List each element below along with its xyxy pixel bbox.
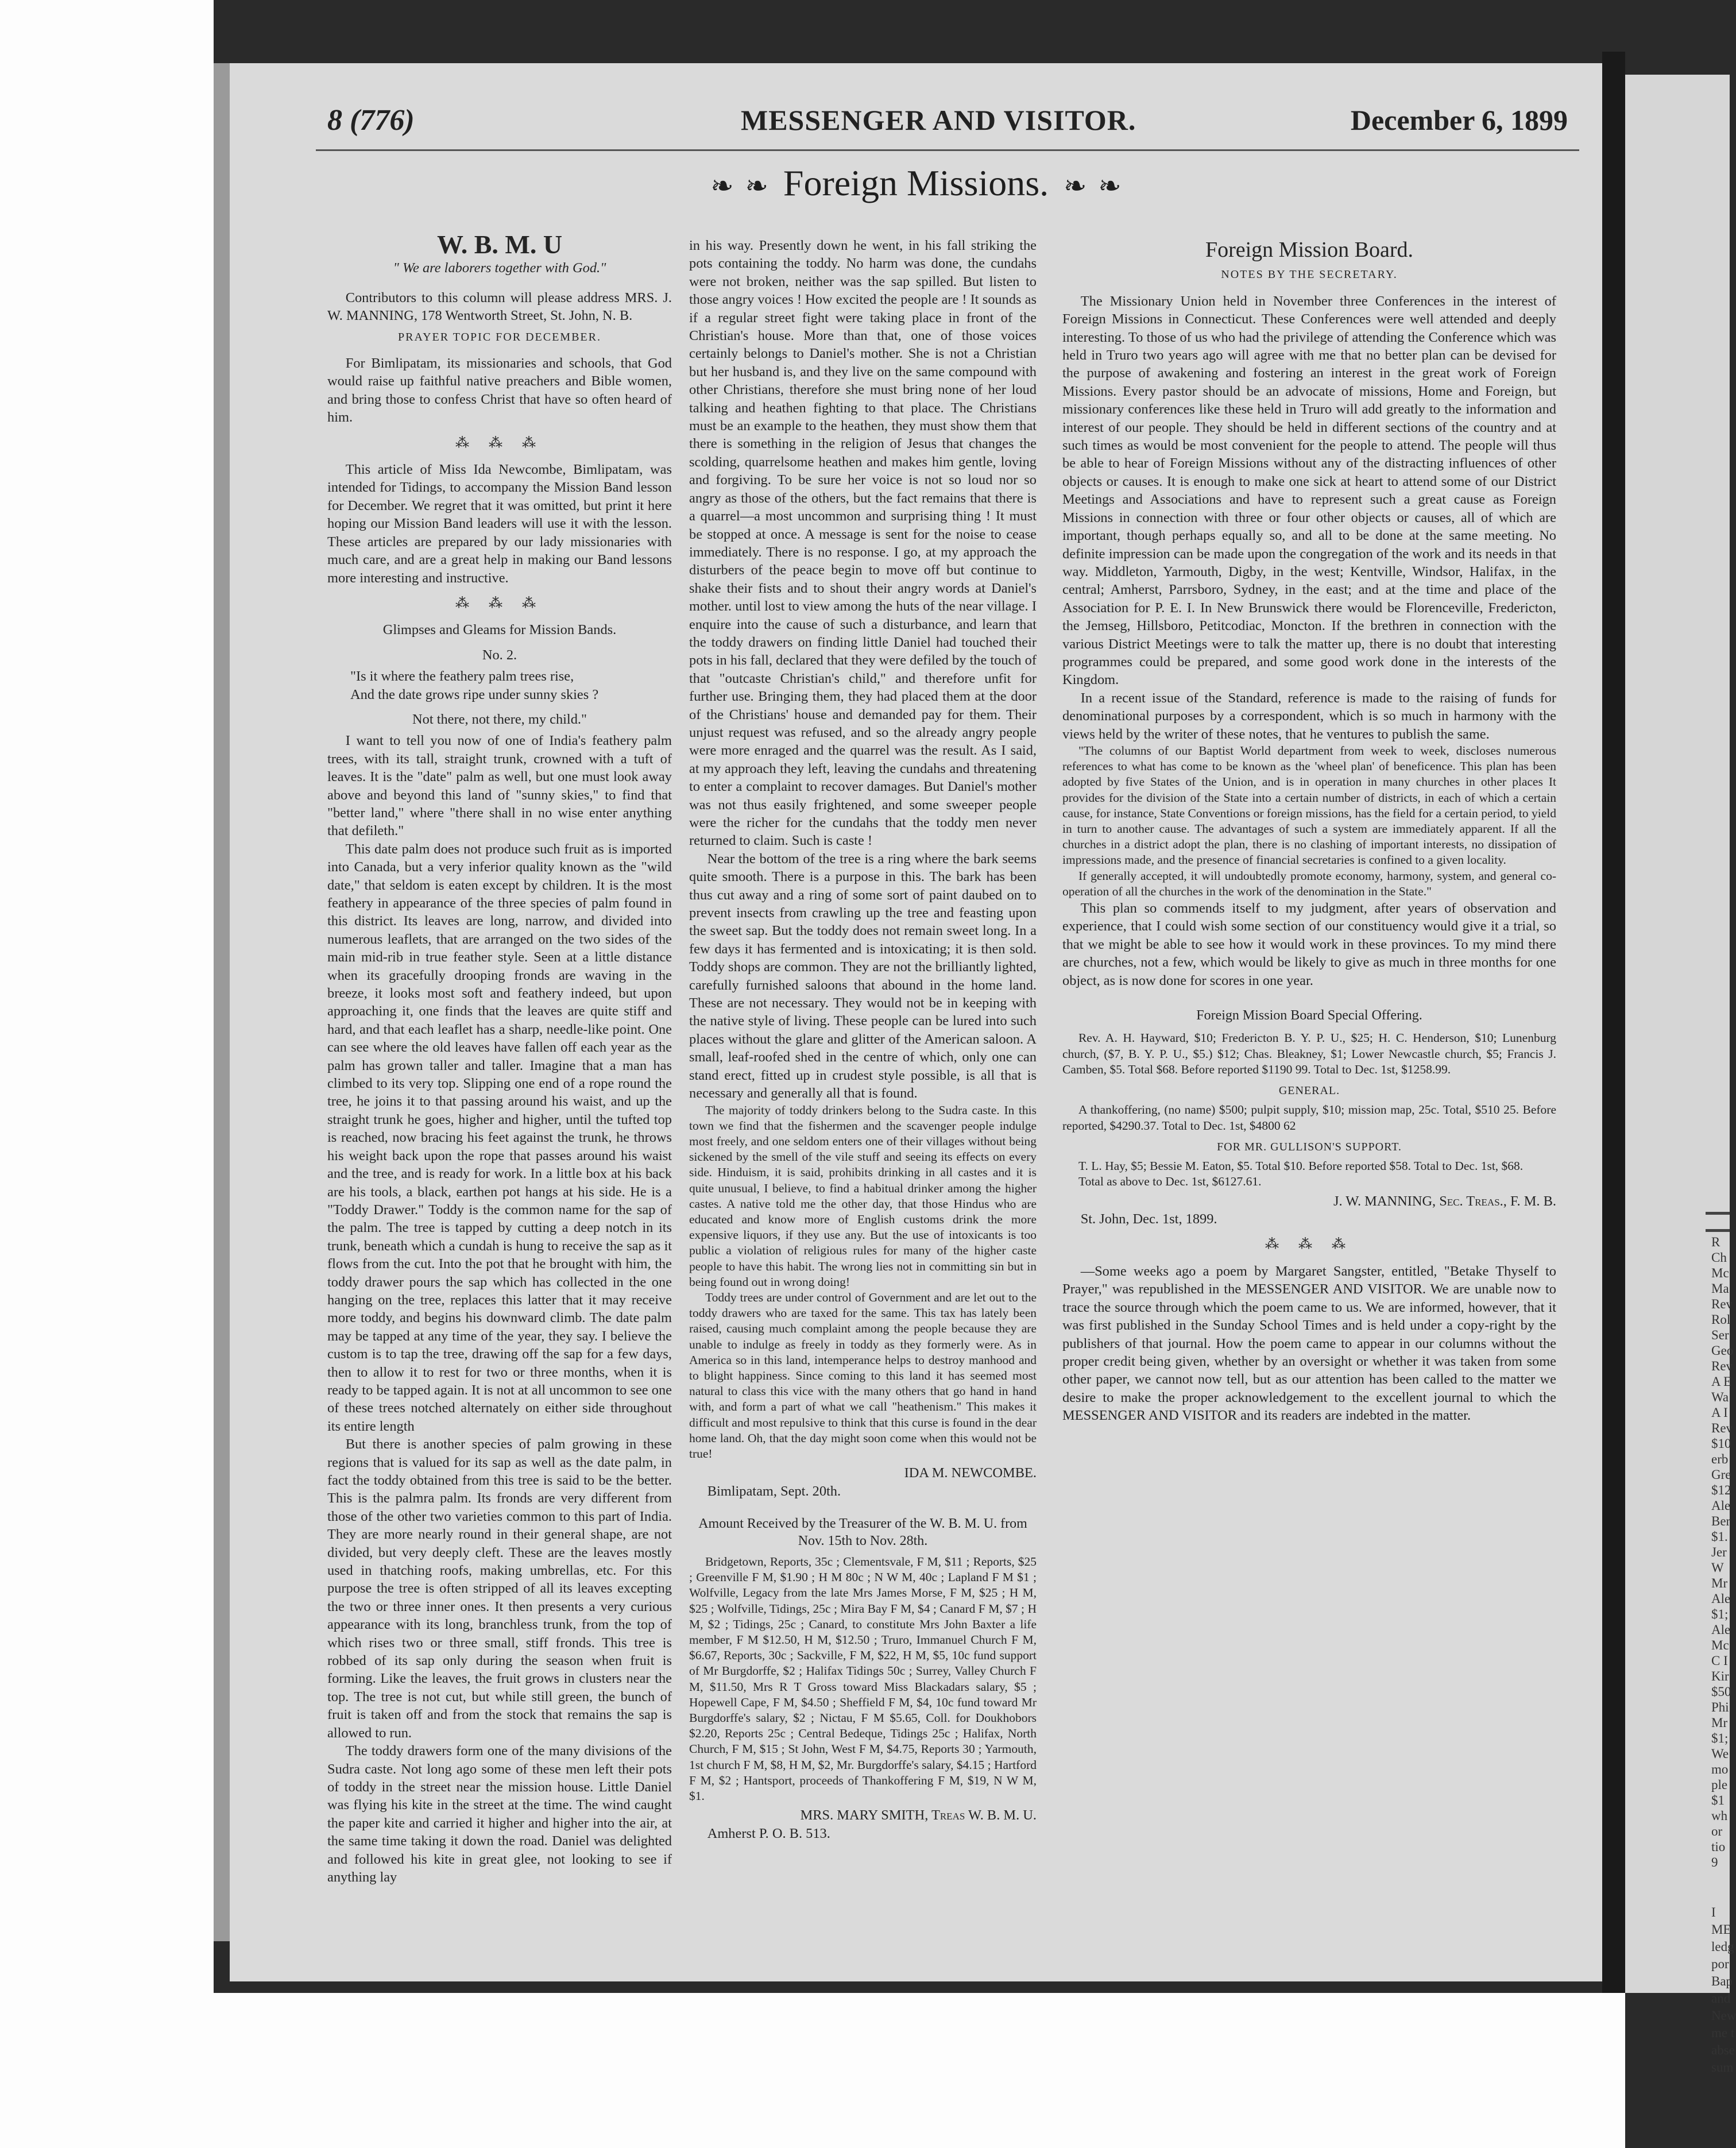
gullison-support-list: T. L. Hay, $5; Bessie M. Eaton, $5. Total $10. Before reported $58. Total to Dec. 1st, $68. [1078,1159,1524,1173]
treasurer-address: Amherst P. O. B. 513. [707,1825,830,1841]
adjacent-text-fragment: Rol [1711,1312,1731,1327]
adjacent-text-fragment: wh [1711,1809,1728,1823]
dateline: Bimlipatam, Sept. 20th. [707,1483,841,1499]
column-3 [1062,238,1556,1425]
prayer-topic-text: For Bimlipatam, its missionaries and schools, that God would raise up faithful native preachers and Bible women, and bring those to confess Christ that have so often heard of him. [327,356,672,426]
adjacent-text-fragment: I [1711,1905,1716,1919]
adjacent-text-fragment: We [1711,1747,1729,1761]
column-2 [689,237,1037,1842]
fmb-quote: "The columns of our Baptist World department from week to week, discloses numerous references to what has come to be known as the 'wheel plan' of beneficence. This plan has been adopted by five States of the Union, and is in operation in many churches in other places It provides for the division of the State into a certain number of districts, in each of which a certain cause, for instance, State Conventions or foreign missions, has the field for a certain period, to yield in turn to another cause. The advantages of such a system are immediately apparent. If all the churches in a district adopt the plan, there is no clashing of important interests, no dissipation of impressions made, and the presence of financial secretaries is confined to a given locality. [1062,743,1556,867]
article-paragraph: Near the bottom of the tree is a ring where the bark seems quite smooth. There is a purpose in this. The bark has been thus cut away and a ring of some sort of paint daubed on to prevent insects from crawling up the tree and feasting upon the sweet sap. But the toddy does not remain sweet long. In a few days it has fermented and is intoxicating; it is then sold. Toddy shops are common. They are not the brilliantly lighted, carefully furnished saloons that abound in the home land. These are not necessary. They would not be in keeping with the native style of living. These people can be lured into such places without the glare and glitter of the American saloon. A small, leaf-roofed shed in the centre of which, only one can stand erect, fitted up in crudest style possible, is all that is necessary and generally all that is found. [689,851,1037,1102]
adjacent-rule [1706,1212,1730,1215]
fmb-paragraph: The Missionary Union held in November three Conferences in the interest of Foreign Missions in Connecticut. These Conferences were well attended and deeply interesting. To those of us who had the privilege of attending the Conference which was held in Truro two years ago will agree with me that no better plan can be devised for the purpose of awakening and fostering an interest in the great work of Foreign Missions. Every pastor should be an advocate of missions, Home and Foreign, but missionary conferences like these held in Truro will add greatly to the information and interest of our people. They should be held in different sections of the country and at such times as would be most convenient for the people to attend. The people will thus be able to hear of Foreign Missions without any of the distracting influences of other objects or causes. It is enough to make one sick at heart to attend some of our District Meetings and Associations and have to represent such a great cause as Foreign Missions in connection with three or four other objects or causes, all of which are important, though perhaps equally so, and all to be done at the same meeting. No definite impression can be made upon the congregation of the work and its needs in that way. Middleton, Yarmouth, Digby, in the west; Kentville, Windsor, Halifax, in the central; Amherst, Parrsboro, Sydney, in the east; and at the time and place of the Association for P. E. I. In New Brunswick there would be Florenceville, Fredericton, the Jemseg, Hillsboro, Petitcodiac, Moncton. If the brethren in connection with the various District Meetings were to talk the matter up, there is no doubt that interesting programmes could be prepared, and some good work done in the interests of the Kingdom. [1062,293,1556,688]
adjacent-text-fragment: tio [1711,1840,1726,1854]
adjacent-text-fragment: $12 [1711,1483,1731,1497]
adjacent-text-fragment: W [1711,1560,1724,1575]
adjacent-text-fragment: Ch [1711,1250,1727,1265]
adjacent-text-fragment: me t [1711,2026,1735,2040]
adjacent-text-fragment: por [1711,1957,1729,1971]
treasurer-report-body: Bridgetown, Reports, 35c ; Clementsvale, F M, $11 ; Reports, $25 ; Greenville F M, $1.90 ; H M 80c ; N W M, 40c ; Lapland F M $1 ; Wolfville, Legacy from the late Mrs James Morse, F M, $25 ; H M, $25 ; Wolfville, Tidings, 25c ; Mira Bay F M, $4 ; Canard F M, $7 ; H M, $2 ; Tidings, 25c ; Canard, to constitute Mrs John Baxter a life member, F M $12.50, H M, $12.50 ; Truro, Immanuel Church F M, $6.67, Reports, 30c ; Sackville, F M, $22, H M, $5, 10c fund support of Mr Burgdorffe, $2 ; Halifax Tidings 50c ; Surrey, Valley Church F M, $11.50, Mrs R T Gross toward Miss Blackadars salary, $5 ; Hopewell Cape, F M, $4.50 ; Sheffield F M, $4, 10c fund toward Mr Burgdorffe's salary, $2 ; Nictau, F M $5.65, Coll. for Doukhobors $2.20, Reports 25c ; Central Bedeque, Tidings 25c ; Halifax, North Church, F M, $15 ; St John, West F M, $4.75, Reports 30 ; Yarmouth, 1st church F M, $8, H M, $2, Mr. Burgdorffe's salary, $4.15 ; Hartford F M, $2 ; Hantsport, proceeds of Thankoffering F M, $19, N W M, $1. [689,1554,1037,1803]
article-paragraph: This date palm does not produce such fruit as is imported into Canada, but a very inferior quality known as the "wild date," that seldom is eaten except by children. It is the most feathery in appearance of the three species of palm found in this district. Its leaves are long, narrow, and divided into numerous leaflets, that are arranged on the two sides of the main mid-rib in true feather style. Seen at a little distance when its gracefully drooping fronds are waving in the breeze, it looks most soft and feathery indeed, but upon approaching it, one finds that the leaves are quite stiff and hard, and that each leaflet has a sharp, needle-like point. One can see where the old leaves have fallen off each year as the palm has grown taller and taller. Imagine that a man has climbed to its very top. Slipping one end of a rope round the tree, he joins it to that passing around his waist, and up the straight trunk he goes, higher and higher, until the tufted top is reached, now bracing his feet against the trunk, he throws his weight back upon the rope that passes around his waist and the tree, and is ready for work. In a little box at his back are his tools, a black, earthen pot hangs at his side. He is a "Toddy Drawer." Toddy is the common name for the sap of the palm. The tree is tapped by cutting a deep notch in its trunk, beneath which a cundah is hung to receive the sap as it flows from the cut. Into the pot that he brought with him, the toddy drawer pours the sap which has collected in the one hanging on the tree, replaces this latter that it may receive more toddy, and begins his downward climb. The date palm may be tapped at any time of the year, they say. I believe the custom is to tap the tree, drawing off the sap for a few days, then to allow it to rest for two or three months, when it is ready to be tapped again. It is not at all uncommon to see one of these trees notched alternately on either side throughout its entire length [327,841,672,1434]
masthead-title: MESSENGER AND VISITOR. [741,104,1136,136]
article-paragraph: Toddy trees are under control of Government and are let out to the toddy drawers who are taxed for the same. This tax has lately been raised, causing much complaint among the people because they are unable to indulge as freely in toddy as they formerly were. As in America so in this land, intemperance helps to destroy manhood and to blight happiness. Since coming to this land it has seemed most natural to class this vice with the many others that go hand in hand with, and form a part of what we call "heathenism." This makes it difficult and most repulsive to think that this curse is found in the dear home land. Oh, that the day might soon come when this would not be true! [689,1290,1037,1461]
adjacent-text-fragment: Rev [1711,1297,1733,1311]
wbmu-title: W. B. M. U [436,230,563,259]
article-paragraph: The majority of toddy drinkers belong to the Sudra caste. In this town we find that the fishermen and the scavenger people indulge most freely, and one seldom enters one of their villages without being sickened by the smell of the vile stuff and seeing its effects on every side. Hinduism, it is said, prohibits drinking in all castes and it is quite unusual, I believe, to find a habitual drinker among the higher castes. A native told me the other day, that those Hindus who are educated and know more of English customs drink the more expensive liquors, if they use any. But the use of intoxicants is too public a violation of religious rules for many of the higher caste people to have this habit. The wrong lies not in committing sin but in being found out in wrong doing! [689,1103,1037,1289]
general-list: A thankoffering, (no name) $500; pulpit supply, $10; mission map, 25c. Total, $510 25. Before reported, $4290.37. Total to Dec. 1st, $4800 62 [1062,1103,1556,1133]
treasurer-signature: MRS. MARY SMITH, Treas W. B. M. U. [800,1807,1037,1824]
adjacent-text-fragment: Mc [1711,1638,1729,1652]
adjacent-text-fragment: 9 [1711,1855,1718,1869]
article-title: Glimpses and Gleams for Mission Bands. [382,622,617,638]
adjacent-text-fragment: Jer [1711,1545,1727,1559]
secretary-signature: J. W. MANNING, Sec. Treas., F. M. B. [1333,1193,1556,1209]
adjacent-text-fragment: A I [1711,1405,1728,1420]
adjacent-text-fragment: Gre [1711,1467,1731,1482]
page-edge-strip [214,63,230,1941]
fmb-paragraph: This plan so commends itself to my judgment, after years of observation and experience, that I could wish some section of our constituency would give it a trial, so that we might be able to see how it would work in these provinces. To my mind there are churches, not a few, which would be likely to give as much in three months for one object, as is now done for scores in one year. [1062,901,1556,988]
treasurer-report-heading: Amount Received by the Treasurer of the W. B. M. U. from Nov. 15th to Nov. 28th. [698,1516,1027,1548]
adjacent-text-fragment: abse [1711,2043,1735,2057]
article-paragraph: I want to tell you now of one of India's feathery palm trees, with its tall, straight trunk, crowned with a tuft of leaves. It is the "date" palm as well, but one must look away above and beyond this land of "sunny skies," to find that "better land," where "there shall in no wise enter anything that defileth." [327,733,672,839]
adjacent-text-fragment: Rev [1711,1421,1733,1435]
adjacent-text-fragment: Ma [1711,1281,1729,1296]
poem-line: "Is it where the feathery palm trees rise, [350,669,574,685]
leaf-ornament-icon: ❧ [745,171,768,202]
adjacent-text-fragment: Wa [1711,1390,1729,1404]
adjacent-text-fragment: New [1711,2008,1736,2023]
adjacent-text-fragment: $1 [1711,1793,1725,1807]
adjacent-text-fragment: $50 [1711,1685,1731,1699]
article-number: No. 2. [482,647,517,663]
adjacent-text-fragment: Ber [1711,1514,1731,1528]
scanner-margin-left [0,0,214,2148]
author-signature: IDA M. NEWCOMBE. [904,1465,1037,1481]
adjacent-text-fragment: Geo [1711,1343,1734,1358]
adjacent-text-fragment: Ale [1711,1591,1731,1606]
adjacent-text-fragment: $1; [1711,1607,1729,1621]
adjacent-text-fragment: $1. [1711,1529,1728,1544]
adjacent-text-fragment: C I [1711,1654,1728,1668]
adjacent-text-fragment: Mc [1711,1266,1729,1280]
adjacent-text-fragment: Kir [1711,1669,1729,1683]
special-offering-list: Rev. A. H. Hayward, $10; Fredericton B. Y. P. U., $25; H. C. Henderson, $10; Lunenburg church, ($7, B. Y. P. U., $5.) $12; Chas. Bleakney, $1; Lower Newcastle church, $5; Francis J. Camben, $5. Total $68. Before reported $1190 99. Total to Dec. 1st, $1258.99. [1062,1031,1556,1076]
adjacent-text-fragment: $10 [1711,1436,1731,1451]
adjacent-text-fragment: ME [1711,1922,1731,1937]
grand-total: Total as above to Dec. 1st, $6127.61. [1078,1175,1262,1189]
special-offering-heading: Foreign Mission Board Special Offering. [1196,1008,1422,1023]
poem-line: Not there, not there, my child." [412,711,587,727]
adjacent-text-fragment: erb [1711,1452,1729,1466]
adjacent-text-fragment: A E [1711,1374,1732,1389]
adjacent-text-fragment: R [1711,1235,1720,1249]
scanner-margin-bottom [0,1993,1625,2148]
article-paragraph: The toddy drawers form one of the many divisions of the Sudra caste. Not long ago some of these men left their pots of toddy in the street near the mission house. Little Daniel was flying his kite in the street at the time. The wind caught the paper kite and carried it higher and higher into the air, at the same time taking it down the road. Daniel was delighted and followed his kite in great glee, not looking to see if anything lay [327,1743,672,1885]
general-heading: GENERAL. [1278,1084,1340,1098]
section-heading [230,162,1602,204]
leaf-ornament-icon: ❧ [1064,171,1087,202]
adjacent-text-fragment: or [1711,1824,1723,1838]
adjacent-text-fragment: Phi [1711,1700,1729,1714]
poem-line: And the date grows ripe under sunny skies ? [350,686,599,702]
article-intro: This article of Miss Ida Newcombe, Bimlipatam, was intended for Tidings, to accompany the Mission Band lesson for December. We regret that it was omitted, but print it here hoping our Mission Band leaders will use it with the lesson. These articles are prepared by our lady missionaries with much care, and are a great help in making our Band lessons more interesting and instructive. [327,462,672,586]
header-rule [316,149,1579,151]
adjacent-text-fragment: Mr [1711,1576,1728,1590]
fmb-paragraph: In a recent issue of the Standard, reference is made to the raising of funds for denominational purposes by a correspondent, which is so much in harmony with the views held by the writer of these notes, that he ventures to publish the same. [1062,690,1556,742]
gullison-support-heading: FOR MR. GULLISON'S SUPPORT. [1217,1140,1402,1153]
adjacent-text-fragment: Bap [1711,1974,1733,1988]
adjacent-text-fragment: ple [1711,1778,1728,1792]
adjacent-page-fragment [1625,75,1736,2074]
adjacent-text-fragment: Mr [1711,1716,1728,1730]
leaf-ornament-icon: ❧ [710,171,734,202]
issue-date: December 6, 1899 [1350,104,1568,136]
newspaper-page [230,63,1602,1981]
section-title: Foreign Missions. [783,163,1049,203]
article-paragraph: But there is another species of palm growing in these regions that is valued for its sap as well as the date palm, in fact the toddy obtained from this tree is said to be the better. This is the palmra palm. Its fronds are very different from those of the other two varieties common to this part of India. They are more nearly round in their general shape, are not divided, but very deeply cleft. These are the leaves mostly used in thatching roofs, making umbrellas, etc. For this purpose the tree is often stripped of all its leaves excepting the two or three inner ones. It then presents a very curious appearance with its long, branchless trunk, from the top of which rises two or three small, stiff fronds. This tree is robbed of its sap only during the season when fruit is forming. Like the leaves, the fruit grows in clusters near the top. The tree is not cut, but while still green, the bunch of fruit is taken off and from the stock that remains the sap is allowed to run. [327,1436,672,1741]
fmb-title: Foreign Mission Board. [1205,238,1414,262]
wbmu-motto: " We are laborers together with God." [393,260,606,276]
contributors-note: Contributors to this column will please address MRS. J. W. MANNING, 178 Wentworth Street, St. John, N. B. [327,289,672,324]
page-number: 8 (776) [327,104,415,137]
fmb-quote: If generally accepted, it will undoubtedly promote economy, harmony, system, and general co-operation of all the churches in the work of the denomination in the State." [1062,868,1556,898]
leaf-ornament-icon: ❧ [1098,171,1122,202]
adjacent-rule [1706,1229,1730,1232]
separator-ornament: ⁂ ⁂ ⁂ [455,435,544,451]
special-dateline: St. John, Dec. 1st, 1899. [1080,1211,1217,1227]
column-1 [327,230,672,1886]
separator-ornament: ⁂ ⁂ ⁂ [1265,1237,1354,1253]
adjacent-text-fragment: Ser [1711,1328,1729,1342]
adjacent-text-fragment: Ale [1711,1498,1731,1513]
adjacent-text-fragment: Rev [1711,1359,1733,1373]
fmb-subtitle: NOTES BY THE SECRETARY. [1221,268,1398,281]
adjacent-text-fragment: $1; [1711,1731,1729,1745]
prayer-topic-heading: PRAYER TOPIC FOR DECEMBER. [398,330,601,343]
adjacent-text-fragment: sum [1711,2060,1734,2074]
article-paragraph: in his way. Presently down he went, in his fall striking the pots containing the toddy. No harm was done, the cundahs were not broken, neither was the sap spilled. But listen to those angry voices ! How excited the people are ! It sounds as if a regular street fight were taking place in front of the Christian's house. More than that, one of those voices certainly belongs to Daniel's mother. She is not a Christian but her husband is, and they live on the same compound with other Christians, therefore she must bring none of her loud talking and heathen fighting to that place. The Christians must be an example to the heathen, they must show them that there is something in the religion of Jesus that changes the scolding, quarrelsome heathen and makes him gentle, loving and forgiving. To be sure her voice is not so loud nor so angry as those of the others, but the fact remains that there is a quarrel—a most uncommon and surprising thing ! It must be stopped at once. A message is sent for the noise to cease immediately. There is no response. I go, at my approach the disturbers of the peace begin to move off but continue to shake their fists and to shout their angry words at Daniel's mother. until lost to view among the huts of the near village. I enquire into the cause of such a disturbance, and learn that the toddy drawers on finding little Daniel had touched their pots in his fall, declared that they were defiled by the touch of that "outcaste Christian's child," and therefore unfit for further use. Bringing them, they had placed them at the door of the Christians' house and demanded pay for them. Their unjust request was refused, and so the already angry people were more enraged and the quarrel was the result. As I said, at my approach they left, leaving the cundahs and threatening to enter a complaint to recover damages. But Daniel's mother was not thus easily frightened, and some sweeper people were the richer for the cundahs that the toddy men never returned to claim. Such is caste ! [689,238,1037,849]
adjacent-text-fragment: and [1711,1991,1731,2006]
adjacent-text-fragment: ledg [1711,1940,1734,1954]
adjacent-text-fragment: mo [1711,1762,1729,1776]
adjacent-text-fragment: Ale [1711,1622,1731,1637]
separator-ornament: ⁂ ⁂ ⁂ [455,596,544,611]
book-gutter [1602,52,1625,1993]
copyright-note: —Some weeks ago a poem by Margaret Sangster, entitled, "Betake Thyself to Prayer," was republished in the MESSENGER AND VISITOR. We are unable now to trace the source through which the poem came to us. We are informed, however, that it was first published in the Sunday School Times and is held under a copy-right by the publishers of that journal. How the poem came to appear in our columns without the proper credit being given, whether by an oversight or whether it was taken from some other paper, we cannot now tell, but as our attention has been called to the matter we desire to make the proper acknowledgement to the excellent journal to which the MESSENGER AND VISITOR and its readers are indebted in the matter. [1062,1263,1556,1424]
